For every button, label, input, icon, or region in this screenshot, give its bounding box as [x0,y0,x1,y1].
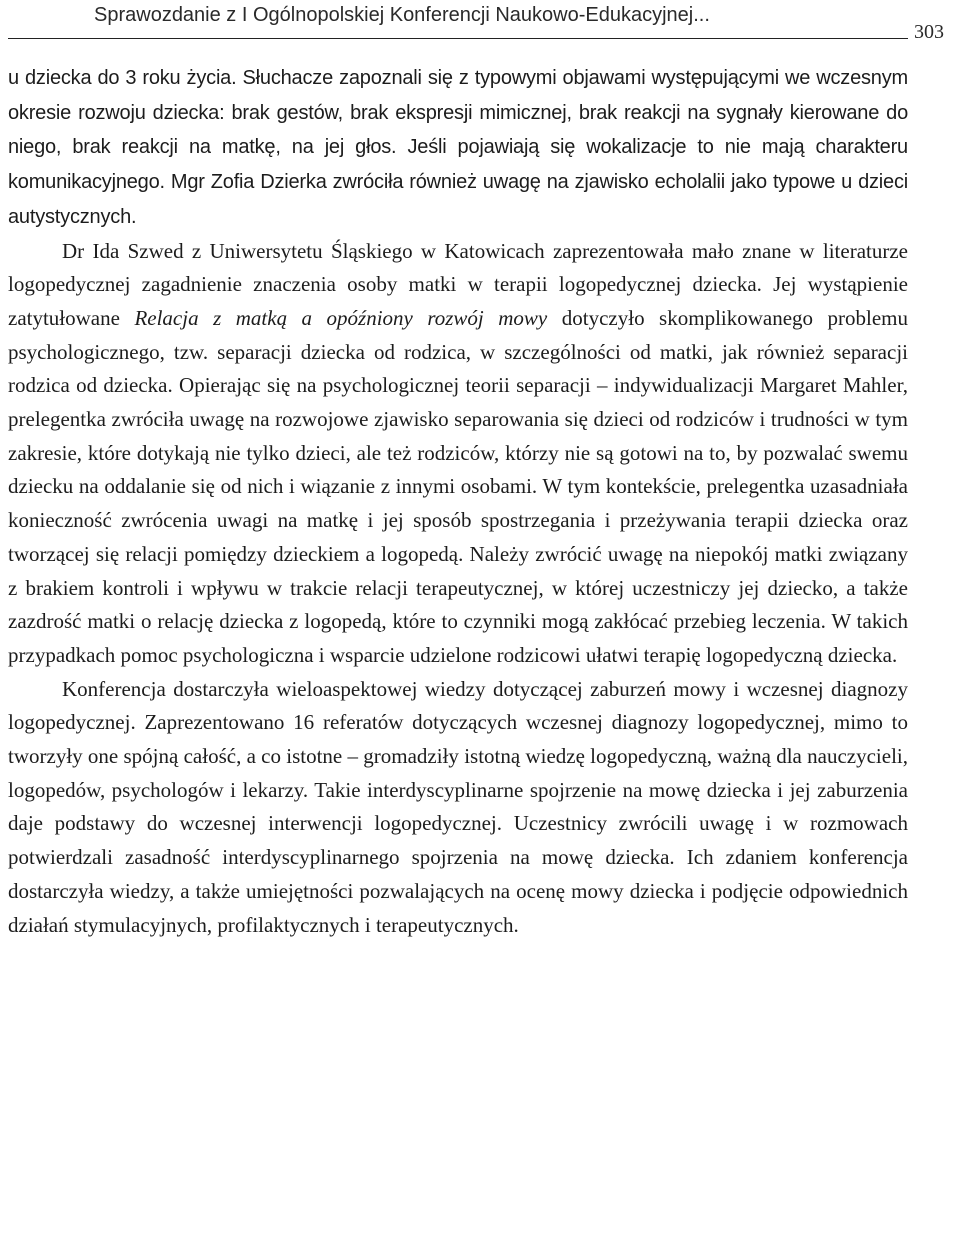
paragraph-1-part-b: Jeśli pojawiają się wokalizacje to nie mają charakteru komunikacyjnego. Mgr Zofia Dzierka zwróciła również uwagę na zjawisko echolalii jako typowe u dzieci autystycznych. [8,136,908,228]
running-header: Sprawozdanie z I Ogólnopolskiej Konferencji Naukowo-Edukacyjnej... [94,4,710,26]
page-number: 303 [914,21,944,43]
paragraph-3: Konferencja dostarczyła wieloaspektowej wiedzy dotyczącej zaburzeń mowy i wczesnej diagnozy logopedycznej. Zaprezentowano 16 referatów dotyczących wczesnej diagnozy logopedycznej, mimo to tworzyły one spójną całość, a co istotne – gromadziły istotną wiedzę logopedyczną, ważną dla nauczycieli, logopedów, psychologów i lekarzy. Takie interdyscyplinarne spojrzenie na mowę dziecka i jej zaburzenia daje podstawy do wczesnej interwencji logopedycznej. Uczestnicy zwrócili uwagę i w rozmowach potwierdzali zasadność interdyscyplinarnego spojrzenia na mowę dziecka. Ich zdaniem konferencja dostarczyła wiedzy, a także umiejętności pozwalających na ocenę mowy dziecka i podjęcie odpowiednich działań stymulacyjnych, profilaktycznych i terapeutycznych. [8,676,908,937]
paragraph-1 [8,61,908,235]
talk-title: Relacja z matką a opóźniony rozwój mowy [134,305,548,330]
paragraph-2-part-a: Dr Ida Szwed z Uniwersytetu Śląskiego w Katowicach zaprezentowała mało znane w literaturze logopedycznej zagadnienie znaczenia osoby matki w terapii logopedycznej dziecka. Jej wystąpienie zatytułowane [8,238,908,330]
header-rule [8,38,908,39]
body-text [8,61,908,942]
paragraph-2 [8,235,908,673]
paragraph-1-part-a: u dziecka do 3 roku życia. Słuchacze zapoznali się z typowymi objawami występującymi we wczesnym okresie rozwoju dziecka: brak gestów, brak ekspresji mimicznej, brak reakcji na sygnały kierowane do niego, brak reakcji na matkę, na jej głos. [8,67,908,159]
paragraph-2-part-b: dotyczyło skomplikowanego problemu psychologicznego, tzw. separacji dziecka od rodzica, w szczególności od matki, jak również separacji rodzica od dziecka. Opierając się na psychologicznej teorii separacji – indywidualizacji Margaret Mahler, prelegentka zwróciła uwagę na rozwojowe zjawisko separowania się dzieci od rodziców i trudności w tym zakresie, które dotykają nie tylko dzieci, ale też rodziców, którzy nie są gotowi na to, by pozwalać swemu dziecku na oddalanie się od nich i wiązanie z innymi osobami. W tym kontekście, prelegentka uzasadniała konieczność zwrócenia uwagi na matkę i jej sposób spostrzegania i przeżywania terapii dziecka oraz tworzącej się relacji pomiędzy dzieckiem a logopedą. Należy zwrócić uwagę na niepokój matki związany z brakiem kontroli i wpływu w trakcie relacji terapeutycznej, w której uczestniczy jej dziecko, a także zazdrość matki o relację dziecka z logopedą, które to czynniki mogą zakłócać przebieg leczenia. W takich przypadkach pomoc psychologiczna i wsparcie udzielone rodzicowi ułatwi terapię logopedyczną dziecka. [8,305,909,667]
